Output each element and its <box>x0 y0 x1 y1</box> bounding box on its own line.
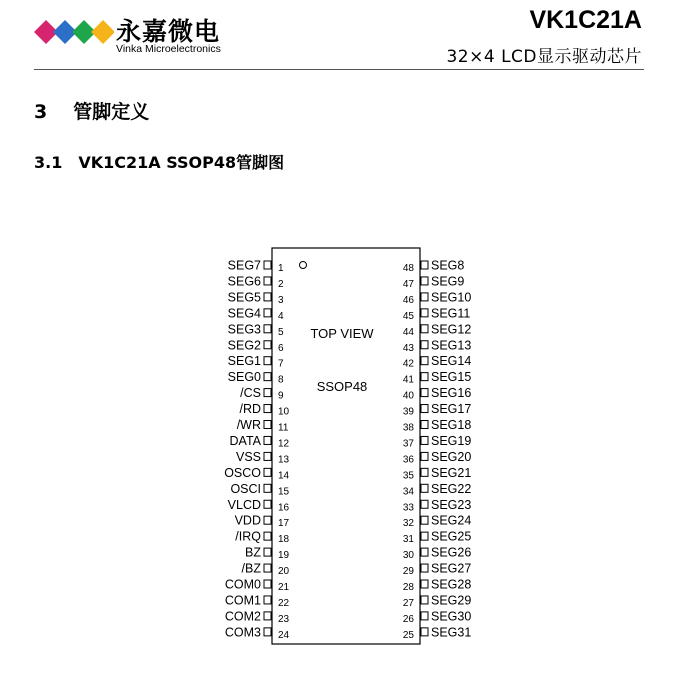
pin-number-right: 40 <box>402 390 414 402</box>
pin-name-left: /CS <box>240 386 261 401</box>
pin-number-left: 7 <box>278 358 284 370</box>
pin-name-right: SEG28 <box>431 577 472 592</box>
pin-name-right: SEG24 <box>431 513 472 528</box>
pin-number-left: 12 <box>278 438 290 450</box>
pin-pad-icon <box>421 389 428 397</box>
pin-name-right: SEG26 <box>431 545 472 560</box>
chip-title: VK1C21A <box>529 6 642 34</box>
pin-pad-icon <box>421 596 428 604</box>
pin-pad-icon <box>421 373 428 381</box>
brand-name-en: Vinka Microelectronics <box>116 43 221 55</box>
pin-number-right: 31 <box>402 534 414 546</box>
pin-pad-icon <box>264 612 271 620</box>
pin-name-right: SEG10 <box>431 290 472 305</box>
pin-number-right: 35 <box>402 470 414 482</box>
pin-pad-icon <box>421 341 428 349</box>
pin-pad-icon <box>421 293 428 301</box>
pin-pad-icon <box>421 277 428 285</box>
pin-name-left: VDD <box>234 513 261 528</box>
pin-name-right: SEG20 <box>431 449 472 464</box>
pin-number-right: 30 <box>402 550 414 562</box>
chip-package-outline <box>272 248 420 644</box>
pin-name-left: /IRQ <box>235 529 261 544</box>
pin-number-left: 8 <box>278 374 284 386</box>
pin-number-left: 18 <box>278 534 290 546</box>
pin-pad-icon <box>421 325 428 333</box>
pin-pad-icon <box>421 357 428 365</box>
pin-pad-icon <box>264 468 271 476</box>
pin-name-right: SEG22 <box>431 481 472 496</box>
pin-pad-icon <box>421 564 428 572</box>
brand-name-cn: 永嘉微电 <box>116 17 221 46</box>
pin-number-right: 41 <box>402 374 414 386</box>
pin-pad-icon <box>264 421 271 429</box>
pin-number-right: 28 <box>402 582 414 593</box>
pin-pad-icon <box>264 564 271 572</box>
pin-number-left: 17 <box>278 518 290 530</box>
pin-number-right: 27 <box>402 597 414 609</box>
pin-number-left: 4 <box>278 310 284 322</box>
pin-pad-icon <box>421 405 428 413</box>
pin-pad-icon <box>264 309 271 317</box>
pin-name-left: SEG6 <box>227 274 261 289</box>
pin-number-left: 19 <box>278 550 290 562</box>
pin-pad-icon <box>264 389 271 397</box>
pin-pad-icon <box>421 309 428 317</box>
pin-number-left: 24 <box>278 629 290 641</box>
pin-name-right: SEG21 <box>431 465 472 480</box>
pin-name-left: /WR <box>236 418 261 432</box>
pin-number-right: 34 <box>402 486 414 498</box>
pin-number-left: 11 <box>278 422 289 434</box>
pin-name-right: SEG9 <box>431 274 465 289</box>
pin-pad-icon <box>264 405 271 413</box>
pin-number-left: 1 <box>278 263 284 274</box>
pin-name-right: SEG30 <box>431 609 472 624</box>
pin-name-left: SEG4 <box>227 306 261 321</box>
subsection-title: VK1C21A SSOP48管脚图 <box>78 153 285 172</box>
package-name-label: SSOP48 <box>316 379 368 394</box>
pin-number-right: 33 <box>402 502 414 514</box>
pin-number-left: 21 <box>278 582 290 593</box>
pin-pad-icon <box>264 293 271 301</box>
pin-name-left: COM0 <box>224 577 261 592</box>
pin-name-right: SEG27 <box>431 561 472 576</box>
pin-pad-icon <box>264 484 271 492</box>
pin-pad-icon <box>264 261 271 269</box>
pin-number-left: 15 <box>278 486 290 498</box>
pin-pad-icon <box>421 436 428 444</box>
pin-number-right: 39 <box>402 406 414 418</box>
pin-name-right: SEG29 <box>431 593 472 608</box>
chip-subtitle: 32×4 LCD显示驱动芯片 <box>446 47 642 67</box>
pin-number-left: 14 <box>278 470 290 482</box>
pin-pad-icon <box>264 277 271 285</box>
pin-name-right: SEG18 <box>431 418 472 432</box>
pin-number-right: 46 <box>402 294 414 306</box>
pin-name-left: SEG1 <box>227 354 261 369</box>
pin-number-right: 32 <box>402 518 414 530</box>
pin-pad-icon <box>421 500 428 508</box>
pin-pad-icon <box>421 628 428 636</box>
pin-number-left: 22 <box>278 597 290 609</box>
pin-name-left: COM3 <box>224 625 261 640</box>
pin-number-right: 36 <box>402 454 414 466</box>
pin-number-right: 26 <box>402 613 414 625</box>
pin-number-left: 2 <box>278 278 284 290</box>
pin-name-left: COM2 <box>224 609 261 624</box>
pin-name-left: /RD <box>239 402 261 417</box>
pin-pad-icon <box>421 261 428 269</box>
pin-pad-icon <box>421 468 428 476</box>
pin-pad-icon <box>421 612 428 620</box>
pin-number-left: 9 <box>278 390 284 402</box>
pin-pad-icon <box>264 596 271 604</box>
pin-name-left: SEG3 <box>227 322 261 337</box>
pin-pad-icon <box>264 628 271 636</box>
pin-number-left: 13 <box>278 454 290 466</box>
pin-name-left: /BZ <box>241 561 261 576</box>
pin-name-right: SEG8 <box>431 258 465 273</box>
pin-name-left: SEG0 <box>227 370 261 385</box>
pin-name-left: DATA <box>229 433 261 448</box>
pin-number-left: 5 <box>278 326 284 338</box>
pin-name-right: SEG19 <box>431 433 472 448</box>
pin1-marker-icon <box>300 262 307 269</box>
pin-name-left: SEG2 <box>227 338 261 353</box>
pin-number-right: 42 <box>402 358 414 370</box>
pin-name-right: SEG23 <box>431 497 472 512</box>
pin-pad-icon <box>264 500 271 508</box>
pin-name-right: SEG15 <box>431 370 472 385</box>
pin-name-left: COM1 <box>224 593 261 608</box>
pin-name-right: SEG17 <box>431 402 472 417</box>
pin-number-right: 38 <box>402 422 414 434</box>
pin-pad-icon <box>264 373 271 381</box>
pin-pad-icon <box>421 532 428 540</box>
pin-pad-icon <box>421 516 428 524</box>
pin-pad-icon <box>264 548 271 556</box>
subsection-number: 3.1 <box>34 153 63 172</box>
pin-name-right: SEG13 <box>431 338 472 353</box>
pin-name-left: BZ <box>245 545 261 560</box>
pin-pad-icon <box>421 421 428 429</box>
pin-name-right: SEG11 <box>431 306 471 321</box>
pin-number-right: 25 <box>402 629 414 641</box>
pin-pad-icon <box>264 580 271 588</box>
pin-number-right: 37 <box>402 438 414 450</box>
pin-number-left: 6 <box>278 342 284 354</box>
pin-pad-icon <box>264 357 271 365</box>
pin-pad-icon <box>264 341 271 349</box>
pin-number-left: 16 <box>278 502 290 514</box>
pin-pad-icon <box>264 532 271 540</box>
top-view-label: TOP VIEW <box>310 326 374 341</box>
pin-number-left: 3 <box>278 294 284 306</box>
pin-name-left: SEG7 <box>227 258 261 273</box>
pin-pad-icon <box>421 484 428 492</box>
right-pin-column <box>403 259 471 641</box>
pin-number-right: 43 <box>402 342 414 354</box>
pin-name-left: VLCD <box>227 497 261 512</box>
pin-pad-icon <box>264 325 271 333</box>
pin-name-left: OSCO <box>224 465 261 480</box>
pin-pad-icon <box>421 548 428 556</box>
pin-number-left: 20 <box>278 566 290 578</box>
pin-name-right: SEG12 <box>431 322 472 337</box>
pin-number-right: 44 <box>402 326 414 338</box>
pin-number-left: 23 <box>278 613 290 625</box>
pin-name-right: SEG25 <box>431 529 472 544</box>
pin-pad-icon <box>264 452 271 460</box>
pin-number-right: 47 <box>402 278 414 290</box>
pin-name-left: VSS <box>235 449 261 464</box>
pin-name-right: SEG16 <box>431 386 472 401</box>
pin-number-right: 29 <box>402 566 414 578</box>
pin-pad-icon <box>421 580 428 588</box>
pin-pad-icon <box>421 452 428 460</box>
left-pin-column <box>224 259 289 641</box>
section-number: 3 <box>34 101 48 123</box>
pin-pad-icon <box>264 436 271 444</box>
pin-number-right: 48 <box>402 263 414 274</box>
pin-name-left: SEG5 <box>227 290 261 305</box>
pin-name-right: SEG31 <box>431 625 472 640</box>
section-title: 管脚定义 <box>73 101 150 123</box>
pin-name-right: SEG14 <box>431 354 472 369</box>
pin-number-right: 45 <box>402 310 414 322</box>
pin-number-left: 10 <box>278 406 290 418</box>
pin-name-left: OSCI <box>230 481 261 496</box>
pin-pad-icon <box>264 516 271 524</box>
